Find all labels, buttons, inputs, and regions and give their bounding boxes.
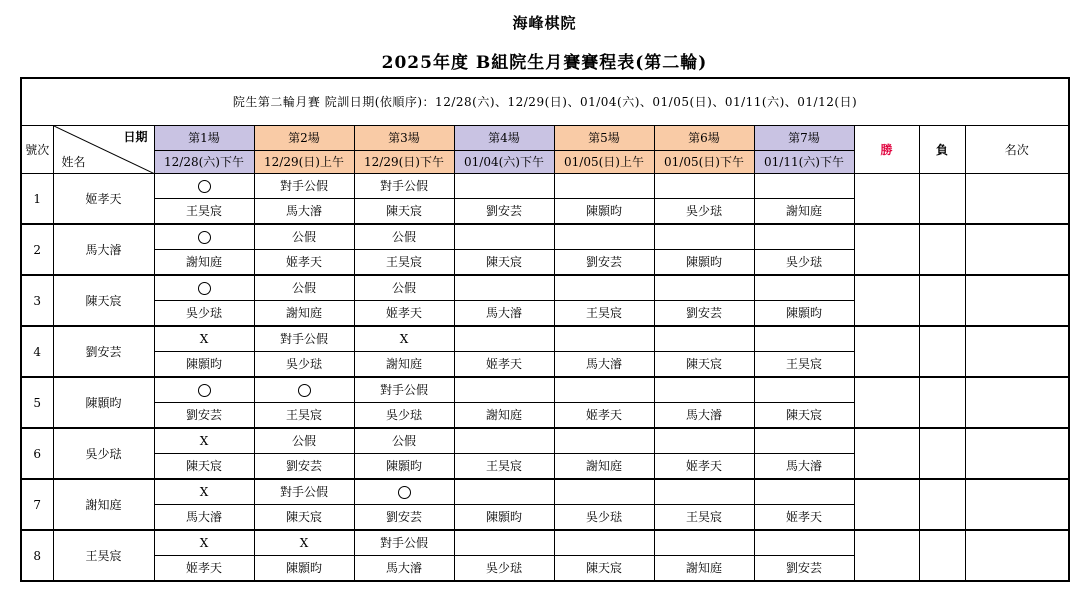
- opponent-cell: 吳少琺: [554, 505, 654, 531]
- lose-cell: [919, 174, 965, 225]
- round-date: 12/28(六)下午: [154, 151, 254, 174]
- result-cell: [454, 224, 554, 250]
- result-cell: X: [354, 326, 454, 352]
- lose-header: 負: [919, 126, 965, 174]
- result-cell: [554, 224, 654, 250]
- opponent-cell: 陳天宸: [454, 250, 554, 276]
- opponent-cell: 馬大濬: [454, 301, 554, 327]
- opponent-cell: 謝知庭: [354, 352, 454, 378]
- opponent-cell: 陳顥昀: [454, 505, 554, 531]
- rank-cell: [965, 428, 1069, 479]
- result-cell: 公假: [354, 224, 454, 250]
- rank-cell: [965, 377, 1069, 428]
- opponent-cell: 陳天宸: [354, 199, 454, 225]
- result-cell: 對手公假: [354, 530, 454, 556]
- win-cell: [854, 377, 919, 428]
- round-date: 01/11(六)下午: [754, 151, 854, 174]
- result-cell: [654, 377, 754, 403]
- result-cell: 對手公假: [254, 479, 354, 505]
- opponent-cell: 姬孝天: [154, 556, 254, 582]
- result-cell: [454, 428, 554, 454]
- round-header: 第1場: [154, 126, 254, 151]
- lose-cell: [919, 224, 965, 275]
- result-cell: [454, 479, 554, 505]
- rank-cell: [965, 530, 1069, 581]
- win-circle-icon: [398, 486, 411, 499]
- result-cell: [354, 479, 454, 505]
- player-row: [21, 530, 1069, 556]
- opponent-cell: 王昊宸: [754, 352, 854, 378]
- opponent-cell: 劉安芸: [254, 454, 354, 480]
- opponent-cell: 姬孝天: [454, 352, 554, 378]
- player-row: [21, 275, 1069, 301]
- lose-cell: [919, 479, 965, 530]
- result-cell: [654, 224, 754, 250]
- player-name: 馬大濬: [53, 224, 154, 275]
- opponent-cell: 姬孝天: [754, 505, 854, 531]
- lose-cell: [919, 377, 965, 428]
- header-row-rounds: [21, 126, 1069, 151]
- opponent-cell: 馬大濬: [254, 199, 354, 225]
- opponent-cell: 馬大濬: [654, 403, 754, 429]
- opponent-cell: 王昊宸: [454, 454, 554, 480]
- result-cell: [754, 224, 854, 250]
- opponent-cell: 姬孝天: [254, 250, 354, 276]
- win-cell: [854, 530, 919, 581]
- result-cell: 對手公假: [354, 377, 454, 403]
- opponent-cell: 謝知庭: [554, 454, 654, 480]
- opponent-cell: 陳顥昀: [254, 556, 354, 582]
- round-date: 01/05(日)上午: [554, 151, 654, 174]
- win-cell: [854, 224, 919, 275]
- player-number: 8: [21, 530, 53, 581]
- player-name: 陳顥昀: [53, 377, 154, 428]
- result-cell: X: [154, 479, 254, 505]
- corner-header: [53, 126, 154, 174]
- result-cell: [454, 530, 554, 556]
- player-row: [21, 479, 1069, 505]
- round-date: 01/04(六)下午: [454, 151, 554, 174]
- result-cell: [554, 326, 654, 352]
- result-cell: [654, 479, 754, 505]
- round-header: 第2場: [254, 126, 354, 151]
- rank-cell: [965, 326, 1069, 377]
- player-name: 王昊宸: [53, 530, 154, 581]
- result-cell: [154, 174, 254, 199]
- result-cell: [654, 326, 754, 352]
- round-header: 第7場: [754, 126, 854, 151]
- player-number: 6: [21, 428, 53, 479]
- win-cell: [854, 479, 919, 530]
- player-name: 劉安芸: [53, 326, 154, 377]
- player-number: 3: [21, 275, 53, 326]
- opponent-cell: 吳少琺: [454, 556, 554, 582]
- opponent-cell: 陳天宸: [754, 403, 854, 429]
- opponent-cell: 劉安芸: [654, 301, 754, 327]
- player-number: 5: [21, 377, 53, 428]
- opponent-cell: 陳天宸: [254, 505, 354, 531]
- opponent-cell: 謝知庭: [454, 403, 554, 429]
- rank-cell: [965, 479, 1069, 530]
- player-number: 7: [21, 479, 53, 530]
- result-cell: [754, 479, 854, 505]
- opponent-cell: 吳少琺: [154, 301, 254, 327]
- result-cell: [154, 377, 254, 403]
- opponent-cell: 劉安芸: [354, 505, 454, 531]
- opponent-cell: 姬孝天: [654, 454, 754, 480]
- opponent-cell: 謝知庭: [154, 250, 254, 276]
- player-row: [21, 174, 1069, 199]
- player-row: [21, 224, 1069, 250]
- round-date: 12/29(日)下午: [354, 151, 454, 174]
- opponent-cell: 謝知庭: [654, 556, 754, 582]
- result-cell: [754, 174, 854, 199]
- opponent-cell: 陳顥昀: [654, 250, 754, 276]
- opponent-cell: 吳少琺: [354, 403, 454, 429]
- opponent-cell: 王昊宸: [554, 301, 654, 327]
- opponent-cell: 陳顥昀: [754, 301, 854, 327]
- page-subtitle: 2025年度 B組院生月賽賽程表(第二輪): [381, 53, 708, 73]
- rank-cell: [965, 275, 1069, 326]
- result-cell: [254, 377, 354, 403]
- opponent-cell: 王昊宸: [154, 199, 254, 225]
- opponent-cell: 王昊宸: [654, 505, 754, 531]
- opponent-cell: 劉安芸: [754, 556, 854, 582]
- win-circle-icon: [198, 231, 211, 244]
- rank-cell: [965, 224, 1069, 275]
- result-cell: [154, 275, 254, 301]
- lose-cell: [919, 275, 965, 326]
- date-header: 日期: [123, 130, 148, 144]
- win-circle-icon: [198, 384, 211, 397]
- opponent-cell: 姬孝天: [354, 301, 454, 327]
- player-row: [21, 377, 1069, 403]
- opponent-cell: 王昊宸: [254, 403, 354, 429]
- player-number: 2: [21, 224, 53, 275]
- result-cell: 公假: [254, 275, 354, 301]
- opponent-cell: 馬大濬: [354, 556, 454, 582]
- result-cell: 公假: [254, 224, 354, 250]
- rank-cell: [965, 174, 1069, 225]
- result-cell: [454, 326, 554, 352]
- result-cell: [554, 174, 654, 199]
- win-cell: [854, 428, 919, 479]
- result-cell: 公假: [354, 275, 454, 301]
- result-cell: [754, 530, 854, 556]
- opponent-cell: 謝知庭: [754, 199, 854, 225]
- opponent-cell: 吳少琺: [254, 352, 354, 378]
- result-cell: X: [254, 530, 354, 556]
- result-cell: 對手公假: [254, 326, 354, 352]
- opponent-cell: 馬大濬: [754, 454, 854, 480]
- result-cell: X: [154, 326, 254, 352]
- result-cell: X: [154, 530, 254, 556]
- lose-cell: [919, 326, 965, 377]
- win-circle-icon: [298, 384, 311, 397]
- period-row: [21, 78, 1069, 126]
- period-text: 院生第二輪月賽 院訓日期(依順序)：12/28(六)、12/29(日)、01/04(六)、01/05(日)、01/11(六)、01/12(日): [21, 78, 1069, 126]
- opponent-cell: 陳天宸: [154, 454, 254, 480]
- result-cell: [454, 275, 554, 301]
- opponent-cell: 馬大濬: [154, 505, 254, 531]
- lose-cell: [919, 530, 965, 581]
- opponent-cell: 陳顥昀: [554, 199, 654, 225]
- opponent-cell: 陳顥昀: [354, 454, 454, 480]
- opponent-cell: 姬孝天: [554, 403, 654, 429]
- opponent-cell: 陳天宸: [654, 352, 754, 378]
- schedule-table: [20, 77, 1070, 582]
- result-cell: [554, 275, 654, 301]
- win-cell: [854, 326, 919, 377]
- round-header: 第3場: [354, 126, 454, 151]
- opponent-cell: 劉安芸: [154, 403, 254, 429]
- player-row: [21, 428, 1069, 454]
- result-cell: [754, 377, 854, 403]
- result-cell: 對手公假: [254, 174, 354, 199]
- player-name: 吳少琺: [53, 428, 154, 479]
- result-cell: [654, 174, 754, 199]
- opponent-cell: 謝知庭: [254, 301, 354, 327]
- opponent-cell: 吳少琺: [754, 250, 854, 276]
- win-cell: [854, 275, 919, 326]
- opponent-cell: 劉安芸: [554, 250, 654, 276]
- name-header: 姓名: [61, 155, 86, 169]
- player-number: 1: [21, 174, 53, 225]
- result-cell: [454, 174, 554, 199]
- result-cell: [754, 275, 854, 301]
- result-cell: [754, 428, 854, 454]
- round-date: 01/05(日)下午: [654, 151, 754, 174]
- no-header: 號次: [21, 126, 53, 174]
- result-cell: [654, 275, 754, 301]
- win-circle-icon: [198, 180, 211, 193]
- opponent-cell: 馬大濬: [554, 352, 654, 378]
- result-cell: [554, 377, 654, 403]
- result-cell: [754, 326, 854, 352]
- result-cell: [554, 530, 654, 556]
- result-cell: 對手公假: [354, 174, 454, 199]
- player-name: 陳天宸: [53, 275, 154, 326]
- rank-header: 名次: [965, 126, 1069, 174]
- player-name: 姬孝天: [53, 174, 154, 225]
- result-cell: [454, 377, 554, 403]
- win-header: 勝: [854, 126, 919, 174]
- round-header: 第4場: [454, 126, 554, 151]
- result-cell: 公假: [254, 428, 354, 454]
- result-cell: [554, 479, 654, 505]
- result-cell: [154, 224, 254, 250]
- opponent-cell: 陳天宸: [554, 556, 654, 582]
- win-circle-icon: [198, 282, 211, 295]
- round-header: 第6場: [654, 126, 754, 151]
- result-cell: [654, 530, 754, 556]
- result-cell: X: [154, 428, 254, 454]
- opponent-cell: 劉安芸: [454, 199, 554, 225]
- player-row: [21, 326, 1069, 352]
- win-cell: [854, 174, 919, 225]
- result-cell: [654, 428, 754, 454]
- round-header: 第5場: [554, 126, 654, 151]
- page-title: 海峰棋院: [512, 14, 577, 32]
- player-name: 謝知庭: [53, 479, 154, 530]
- round-date: 12/29(日)上午: [254, 151, 354, 174]
- opponent-cell: 吳少琺: [654, 199, 754, 225]
- result-cell: [554, 428, 654, 454]
- lose-cell: [919, 428, 965, 479]
- player-number: 4: [21, 326, 53, 377]
- opponent-cell: 陳顥昀: [154, 352, 254, 378]
- result-cell: 公假: [354, 428, 454, 454]
- opponent-cell: 王昊宸: [354, 250, 454, 276]
